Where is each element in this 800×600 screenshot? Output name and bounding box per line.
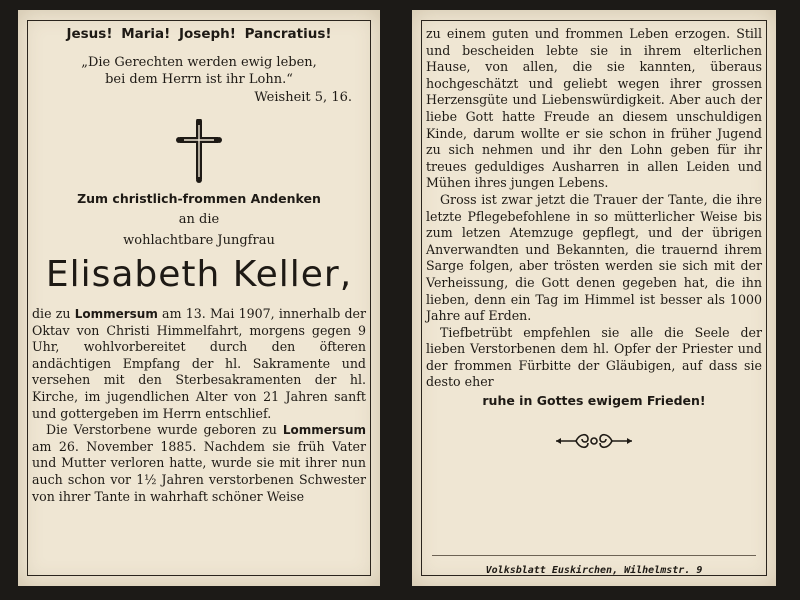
dedication-heading: Zum christlich-frommen Andenken — [77, 191, 321, 206]
invocation-pancratius: Pancratius! — [244, 26, 332, 42]
life-paragraph: zu einem guten und frommen Leben erzogen. Still und bescheiden lebte sie in ihrem elterlichen Hause, von allen, die sie kannten, überaus hochgeschätzt und geliebt wegen ihrer grossen Herzensgüte und Liebenswürdigkeit. Aber auch der liebe Gott hatte Freude an diesem unschuldigen Kinde, darum wollte er sie schon in früher Jugend zu sich nehmen und ihr den Lohn geben für ihr treues geduldiges Ausharren in allen Leiden und Mühen ihres jungen Lebens. — [426, 26, 762, 191]
title-line: wohlachtbare Jungfrau — [123, 233, 275, 248]
death-text-start: die zu — [32, 306, 75, 321]
memorial-card-back — [412, 10, 776, 586]
prayer-paragraph: Tiefbetrübt empfehlen sie alle die Seele der lieben Verstorbenen dem hl. Opfer der Priester und der frommen Fürbitte der Gläubigen, auf dass sie desto eher — [426, 324, 762, 390]
bible-verse — [32, 54, 366, 88]
invocation-jesus: Jesus! — [66, 26, 113, 42]
verse-line-2: bei dem Herrn ist ihr Lohn.“ — [105, 72, 293, 87]
memorial-card-front — [18, 10, 380, 586]
invocation-line — [32, 26, 366, 42]
birth-text-start: Die Verstorbene wurde geboren zu — [46, 422, 283, 438]
verse-reference: Weisheit 5, 16. — [254, 90, 352, 105]
an-die-line: an die — [178, 212, 220, 227]
birth-text-rest: am 26. November 1885. Nachdem sie früh Vater und Mutter verloren hatte, wurde sie mit ihrer nun auch schon vor 1½ Jahren verstorbenen Schwester von ihrer Tante in wahrhaft schöner Weise — [32, 438, 366, 504]
closing-prayer: ruhe in Gottes ewigem Frieden! — [482, 393, 706, 409]
printer-imprint: Volksblatt Euskirchen, Wilhelmstr. 9 — [485, 565, 703, 576]
death-place: Lommersum — [74, 307, 158, 321]
birth-paragraph — [32, 422, 366, 505]
invocation-joseph: Joseph! — [179, 26, 236, 42]
death-text-rest: am 13. Mai 1907, innerhalb der Oktav von Christi Himmelfahrt, morgens gegen 9 Uhr, wohlvorbereitet durch den öfteren andächtigen Empfang der hl. Sakramente und versehen mit den Sterbesakramenten der hl. Kirche, im jugendlichen Alter von 21 Jahren sanft und gottergeben im Herrn entschlief. — [32, 306, 367, 421]
mourning-paragraph: Gross ist zwar jetzt die Trauer der Tante, die ihre letzte Pflegebefohlene in so mütterlicher Weise bis zum letzen Atemzuge gepflegt, und der übrigen Anverwandten und Bekannten, die trauernd ihrem Sarge folgen, aber trösten werden sie sich mit der Verheissung, die Gott denen gegeben hat, die ihn lieben, denn ein Tag im Himmel ist besser als 1000 Jahre auf Erden. — [426, 191, 762, 324]
latin-cross-icon — [32, 119, 366, 183]
deceased-name: Elisabeth Keller, — [45, 254, 353, 295]
invocation-maria: Maria! — [121, 26, 171, 42]
birth-place: Lommersum — [282, 423, 366, 438]
front-content — [32, 26, 366, 505]
death-paragraph — [32, 306, 366, 422]
back-content — [426, 26, 762, 456]
verse-line-1: „Die Gerechten werden ewig leben, — [81, 55, 317, 70]
printer-divider — [432, 555, 756, 556]
scroll-flourish-icon — [426, 430, 762, 456]
